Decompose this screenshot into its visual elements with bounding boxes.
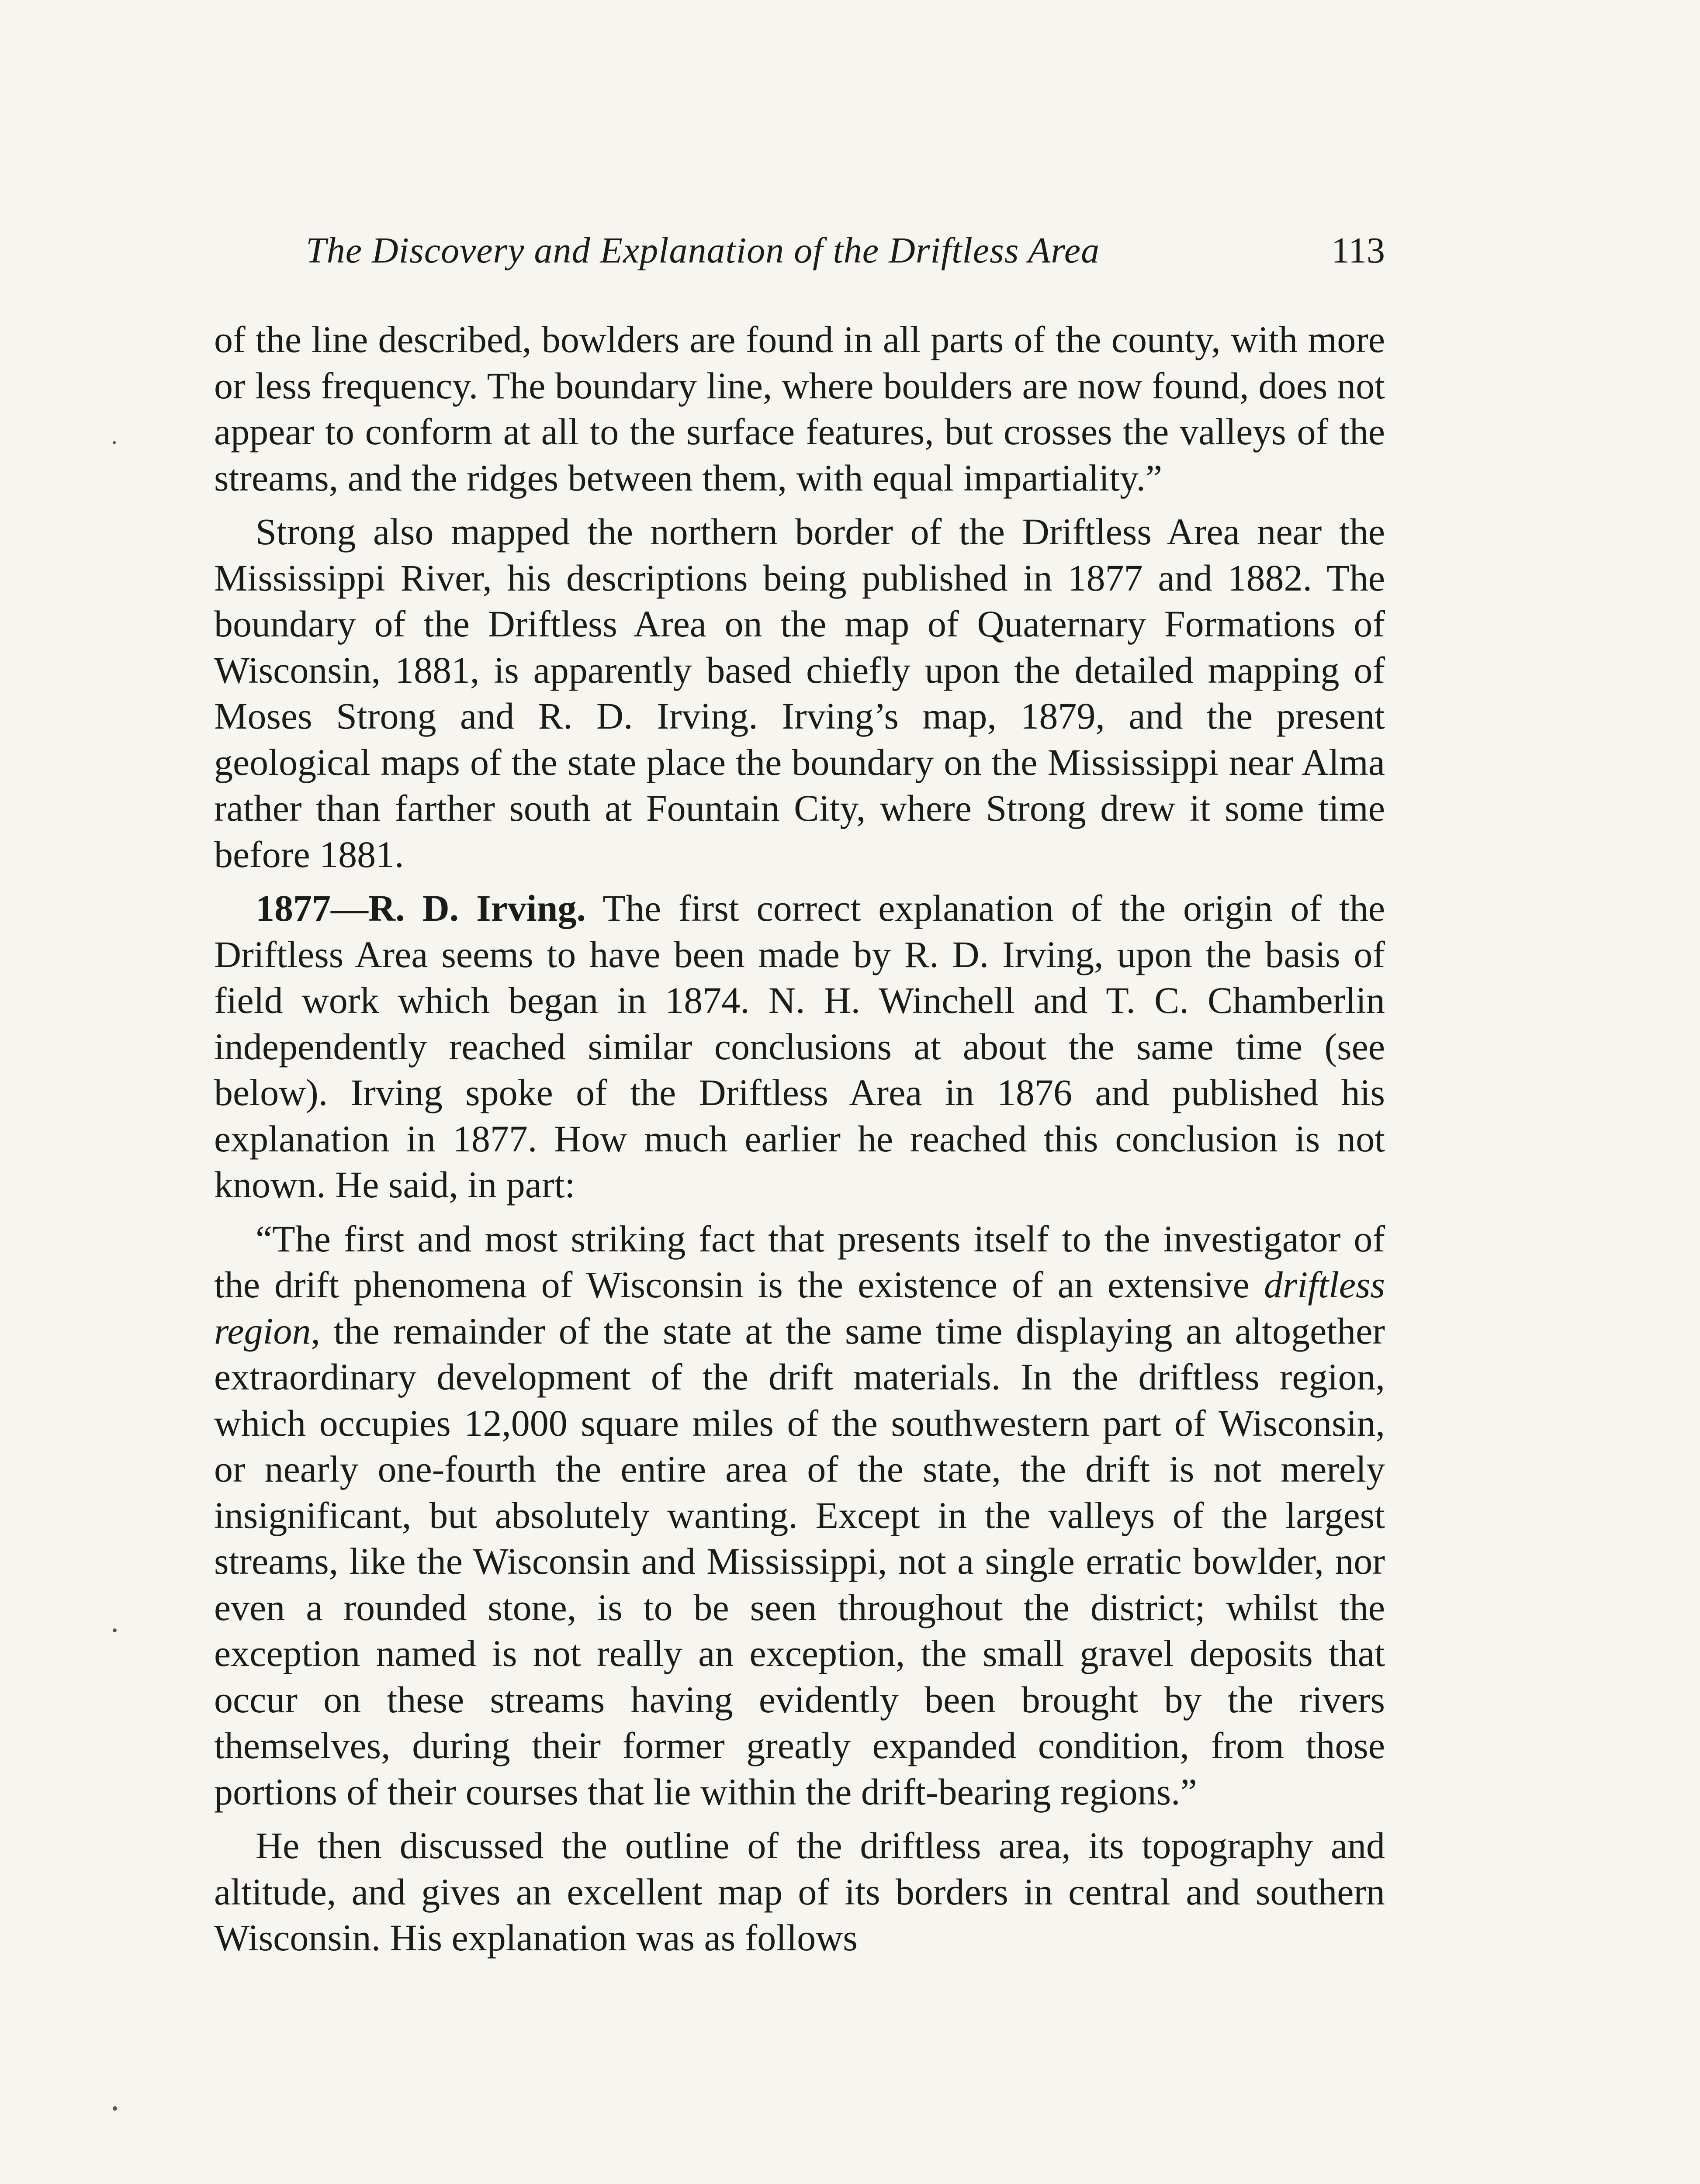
paragraph-3-text: The first correct explanation of the origin of the Driftless Area seems to have been made by R. D. Irving, upon the basis of field work which began in 1874. N. H. Winchell and T. C. Chamberlin independently reached similar conclusions at about the same time (see below). Irving spoke of the Driftless Area in 1876 and published his explanation in 1877. How much earlier he reached this conclusion is not known. He said, in part: — [214, 887, 1385, 1206]
quote-italic-term: driftless region, — [214, 1264, 1385, 1352]
running-title: The Discovery and Explanation of the Driftless Area — [306, 230, 1100, 271]
paragraph-3 — [214, 885, 1385, 1208]
page-number: 113 — [1331, 230, 1385, 271]
quote-text-a: “The first and most striking fact that presents itself to the investigator of the drift phenomena of Wisconsin is the existence of an extensive — [214, 1217, 1385, 1306]
paper-speck — [113, 2106, 117, 2111]
quoted-paragraph — [214, 1216, 1385, 1815]
quote-text-b: the remainder of the state at the same time displaying an altogether extraordinary development of the drift materials. In the driftless region, which occupies 12,000 square miles of the southwestern part of Wisconsin, or nearly one-fourth the entire area of the state, the drift is not merely insignificant, but absolutely wanting. Except in the valleys of the largest streams, like the Wisconsin and Mississippi, not a single erratic bowlder, nor even a rounded stone, is to be seen throughout the district; whilst the exception named is not really an exception, the small gravel deposits that occur on these streams having evidently been brought by the rivers themselves, during their former greatly expanded condition, from those portions of their courses that lie within the drift-bearing regions.” — [214, 1310, 1385, 1813]
paper-speck — [113, 1628, 117, 1632]
paragraph-5: He then discussed the outline of the driftless area, its topography and altitude, and gives an excellent map of its borders in central and southern Wisconsin. His explanation was as follows — [214, 1825, 1385, 1959]
paragraph-2: Strong also mapped the northern border of the Driftless Area near the Mississippi River, his descriptions being published in 1877 and 1882. The boundary of the Driftless Area on the map of Quaternary Formations of Wisconsin, 1881, is apparently based chiefly upon the detailed mapping of Moses Strong and R. D. Irving. Irving’s map, 1879, and the present geological maps of the state place the boundary on the Mississippi near Alma rather than farther south at Fountain City, where Strong drew it some time before 1881. — [214, 511, 1385, 875]
section-heading: 1877—R. D. Irving. — [256, 887, 586, 929]
page-header — [306, 229, 1385, 282]
body-text — [214, 317, 1385, 1969]
paragraph-1: of the line described, bowlders are found in all parts of the county, with more or less frequency. The boundary line, where boulders are now found, does not appear to conform at all to the surface features, but crosses the valleys of the streams, and the ridges between them, with equal impartiality.” — [214, 318, 1385, 499]
paper-speck — [113, 441, 116, 444]
